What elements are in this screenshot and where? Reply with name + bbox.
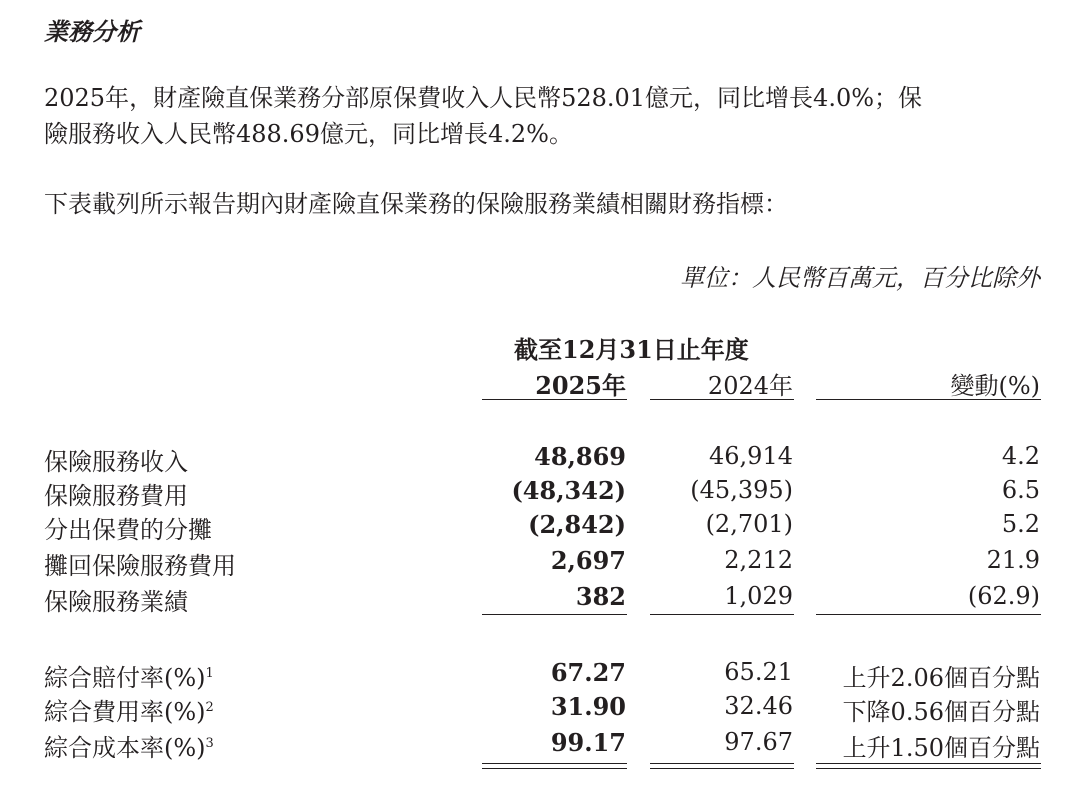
cell-2025: 48,869 [534, 442, 626, 471]
cell-2024: 65.21 [724, 658, 793, 686]
row-label [44, 658, 214, 693]
cell-2025: 67.27 [550, 658, 626, 687]
period-header: 截至12月31日止年度 [514, 335, 749, 364]
col-header-change: 變動(%) [950, 372, 1040, 400]
unit-note: 單位：人民幣百萬元，百分比除外 [680, 264, 1040, 292]
cell-2024: 32.46 [724, 692, 793, 720]
cell-2024: (2,701) [705, 510, 793, 538]
cell-2025: 99.17 [550, 728, 626, 757]
col-header-2025: 2025年 [535, 371, 626, 400]
footnote-marker: 1 [205, 666, 214, 681]
total-rule-2025-top [482, 763, 627, 764]
ratio-label: 綜合成本率(%) [44, 734, 206, 762]
row-label: 保險服務業績 [44, 588, 188, 616]
row-label: 攤回保險服務費用 [44, 552, 236, 580]
ratio-label: 綜合費用率(%) [44, 698, 206, 726]
header-rule-2024 [650, 399, 794, 400]
cell-2024: 46,914 [709, 442, 793, 470]
footnote-marker: 2 [205, 700, 214, 715]
row-label [44, 692, 214, 727]
row-label: 保險服務收入 [44, 448, 188, 476]
cell-2024: (45,395) [690, 476, 793, 504]
subtotal-rule-2025 [482, 614, 627, 615]
section-heading: 業務分析 [44, 17, 140, 46]
paragraph-line-2: 險服務收入人民幣488.69億元，同比增長4.2%。 [44, 120, 573, 148]
cell-2024: 97.67 [724, 728, 793, 756]
cell-change: 21.9 [986, 546, 1040, 574]
total-rule-2025-bottom [482, 768, 627, 769]
col-header-2024: 2024年 [707, 372, 793, 400]
table-intro-paragraph: 下表載列所示報告期內財產險直保業務的保險服務業績相關財務指標： [44, 190, 788, 218]
cell-change: 上升2.06個百分點 [842, 664, 1040, 692]
footnote-marker: 3 [205, 736, 214, 751]
cell-change: 上升1.50個百分點 [842, 734, 1040, 762]
ratio-label: 綜合賠付率(%) [44, 664, 206, 692]
cell-2024: 2,212 [724, 546, 793, 574]
cell-2025: 31.90 [550, 692, 626, 721]
cell-2024: 1,029 [724, 582, 793, 610]
row-label [44, 728, 214, 763]
subtotal-rule-change [816, 614, 1041, 615]
total-rule-change-bottom [816, 768, 1041, 769]
row-label: 保險服務費用 [44, 482, 188, 510]
header-rule-2025 [482, 399, 627, 400]
total-rule-2024-bottom [650, 768, 794, 769]
cell-change: 5.2 [1001, 510, 1040, 538]
subtotal-rule-2024 [650, 614, 794, 615]
header-rule-change [816, 399, 1041, 400]
cell-change: 下降0.56個百分點 [842, 698, 1040, 726]
total-rule-change-top [816, 763, 1041, 764]
row-label: 分出保費的分攤 [44, 516, 212, 544]
cell-change: 4.2 [1001, 442, 1040, 470]
cell-2025: (2,842) [528, 510, 626, 539]
cell-change: (62.9) [967, 582, 1040, 610]
cell-2025: (48,342) [511, 476, 626, 505]
total-rule-2024-top [650, 763, 794, 764]
cell-change: 6.5 [1001, 476, 1040, 504]
cell-2025: 2,697 [550, 546, 626, 575]
cell-2025: 382 [575, 582, 626, 611]
paragraph-line-1: 2025年，財產險直保業務分部原保費收入人民幣528.01億元，同比增長4.0%；保 [44, 84, 923, 112]
